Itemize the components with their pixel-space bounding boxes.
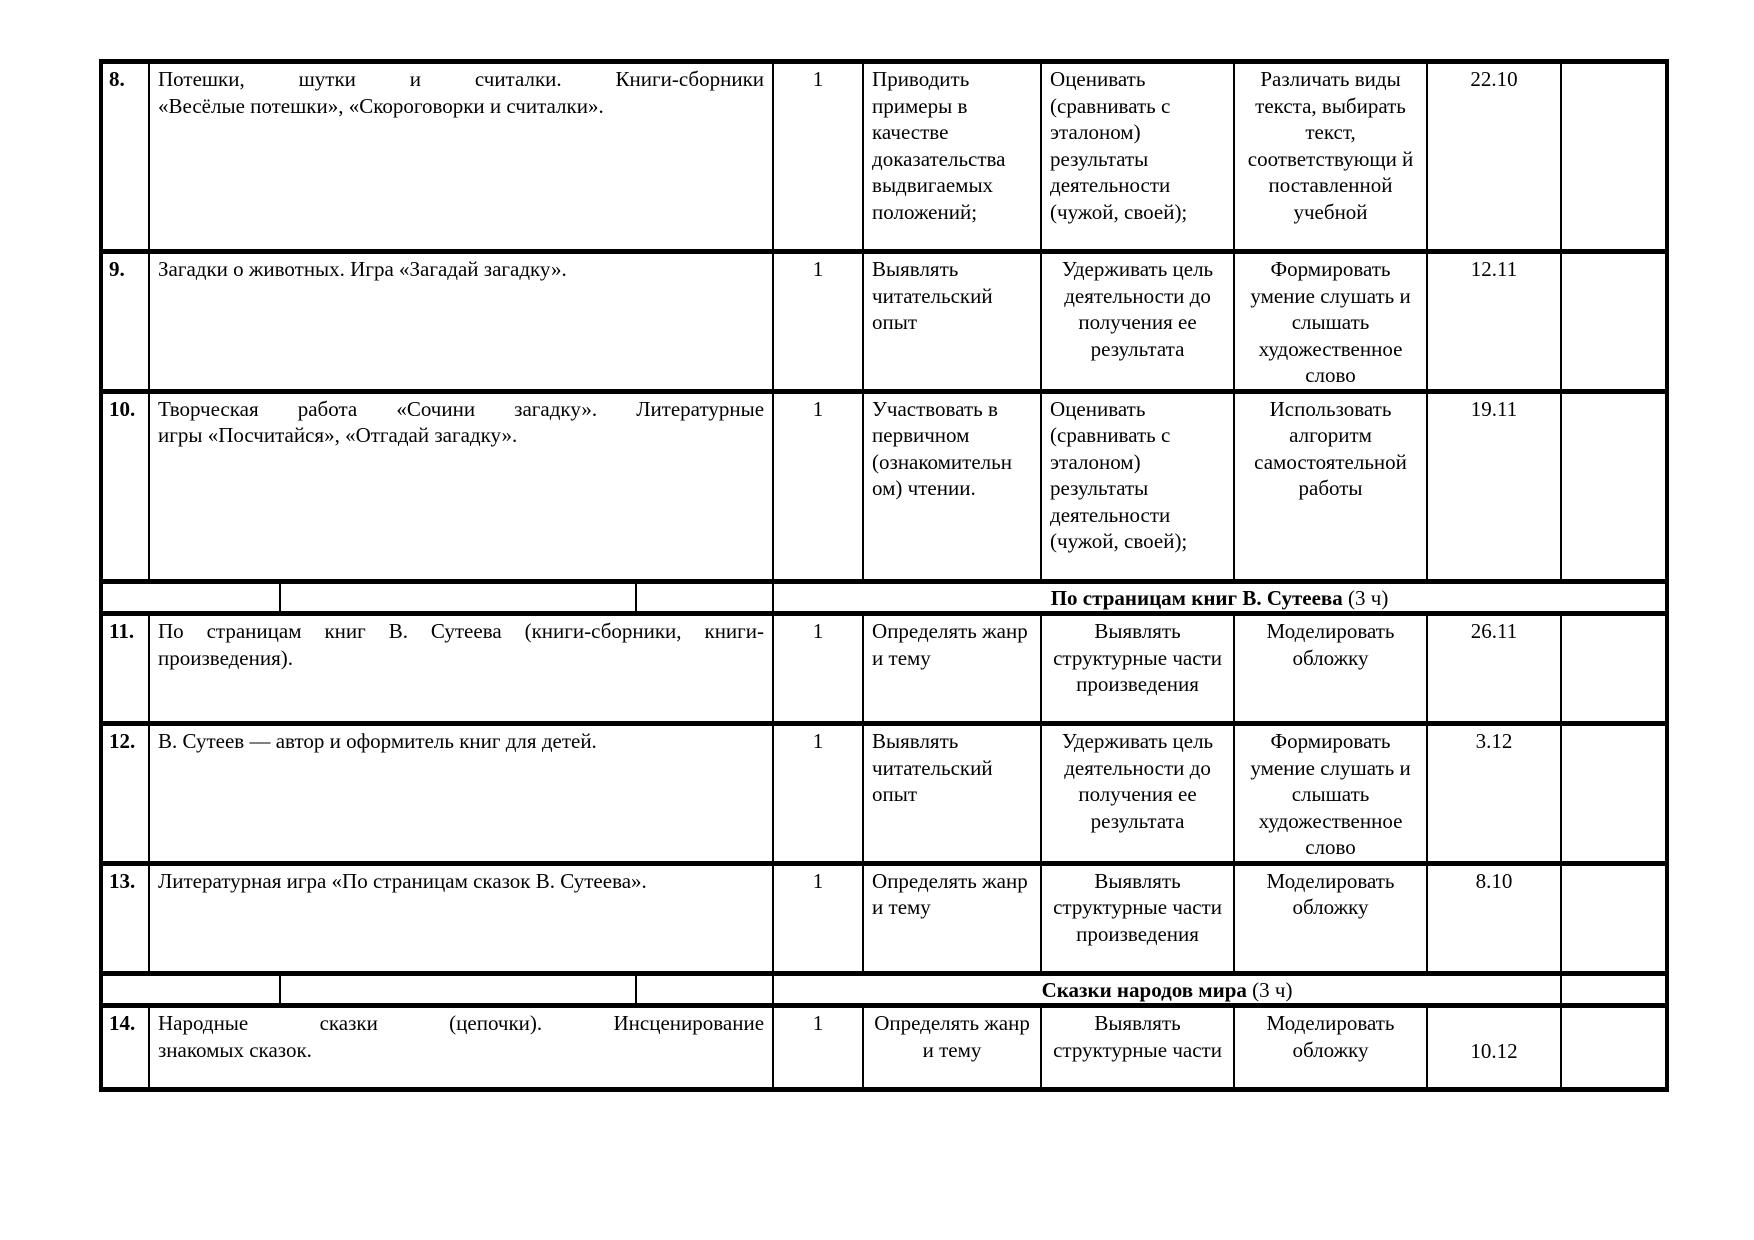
communicative-skill: Моделировать обложку [1234, 1006, 1427, 1090]
lesson-note [1561, 1006, 1667, 1090]
regulative-skill: Удерживать цель деятельности до получения ее результата [1041, 252, 1234, 392]
lesson-note [1561, 724, 1667, 864]
section-blank-cell [101, 581, 280, 614]
lesson-topic [149, 863, 773, 973]
table-row [101, 62, 1667, 252]
lesson-date: 12.11 [1427, 252, 1561, 392]
lesson-note [1561, 391, 1667, 581]
lesson-note [1561, 614, 1667, 724]
section-blank-cell [636, 581, 773, 614]
lesson-hours: 1 [773, 391, 863, 581]
lesson-topic-line: Загадки о животных. Игра «Загадай загадку». [158, 257, 567, 281]
lesson-topic-line: Творческая работа «Сочини загадку». Литературные [158, 396, 765, 421]
section-hours: (3 ч) [1252, 977, 1293, 1002]
lesson-number: 13. [101, 863, 149, 973]
communicative-skill: Использовать алгоритм самостоятельной работы [1234, 391, 1427, 581]
regulative-skill: Выявлять структурные части произведения [1041, 614, 1234, 724]
subject-skill: Определять жанр и тему [863, 863, 1041, 973]
communicative-skill: Моделировать обложку [1234, 863, 1427, 973]
lesson-number: 11. [101, 614, 149, 724]
lesson-topic [149, 62, 773, 252]
subject-skill: Определять жанр и тему [863, 1006, 1041, 1090]
lesson-topic [149, 614, 773, 724]
lesson-date: 8.10 [1427, 863, 1561, 973]
section-title [773, 581, 1667, 614]
lesson-number: 14. [101, 1006, 149, 1090]
lesson-hours: 1 [773, 863, 863, 973]
lesson-topic-line: По страницам книг В. Сутеева (книги-сборники, книги- [158, 619, 765, 643]
lesson-topic-line: В. Сутеев — автор и оформитель книг для детей. [158, 729, 597, 753]
lesson-topic-line: игры «Посчитайся», «Отгадай загадку». [158, 423, 518, 447]
lesson-date: 3.12 [1427, 724, 1561, 864]
communicative-skill: Формировать умение слушать и слышать художественное слово [1234, 724, 1427, 864]
lesson-note [1561, 252, 1667, 392]
section-blank-cell [280, 581, 636, 614]
regulative-skill: Удерживать цель деятельности до получения ее результата [1041, 724, 1234, 864]
section-blank-cell [636, 973, 773, 1006]
lesson-topic-line: знакомых сказок. [158, 1037, 312, 1062]
lesson-date: 10.12 [1427, 1006, 1561, 1090]
table-row [101, 252, 1667, 392]
lesson-number: 8. [101, 62, 149, 252]
table-row [101, 391, 1667, 581]
subject-skill: Определять жанр и тему [863, 614, 1041, 724]
section-header-row [101, 973, 1667, 1006]
lesson-number: 9. [101, 252, 149, 392]
lesson-number: 12. [101, 724, 149, 864]
lesson-hours: 1 [773, 724, 863, 864]
regulative-skill: Оценивать (сравнивать с эталоном) результаты деятельности (чужой, своей); [1041, 391, 1234, 581]
lesson-hours: 1 [773, 614, 863, 724]
table-row [101, 614, 1667, 724]
section-hours: (3 ч) [1348, 585, 1389, 610]
lesson-date: 26.11 [1427, 614, 1561, 724]
subject-skill: Участвовать в первичном (ознакомительн ом) чтении. [863, 391, 1041, 581]
table-row [101, 1006, 1667, 1090]
lesson-topic [149, 1006, 773, 1090]
lesson-topic-line: произведения). [158, 645, 293, 670]
lesson-plan-table [99, 59, 1669, 1092]
lesson-topic-line: Народные сказки (цепочки). Инсценирование [158, 1011, 765, 1035]
section-header-row [101, 581, 1667, 614]
lesson-hours: 1 [773, 62, 863, 252]
section-title [773, 973, 1561, 1006]
communicative-skill: Моделировать обложку [1234, 614, 1427, 724]
table-row [101, 724, 1667, 864]
lesson-note [1561, 863, 1667, 973]
regulative-skill: Выявлять структурные части произведения [1041, 863, 1234, 973]
lesson-topic [149, 252, 773, 392]
section-blank-cell [1561, 973, 1667, 1006]
regulative-skill: Выявлять структурные части [1041, 1006, 1234, 1090]
section-title-text: По страницам книг В. Сутеева [1050, 585, 1343, 610]
lesson-date: 19.11 [1427, 391, 1561, 581]
section-blank-cell [101, 973, 280, 1006]
lesson-hours: 1 [773, 252, 863, 392]
lesson-topic-line: «Весёлые потешки», «Скороговорки и считалки». [158, 93, 604, 118]
subject-skill: Выявлять читательский опыт [863, 252, 1041, 392]
lesson-topic-line: Литературная игра «По страницам сказок В. Сутеева». [158, 868, 647, 893]
lesson-note [1561, 62, 1667, 252]
regulative-skill: Оценивать (сравнивать с эталоном) результаты деятельности (чужой, своей); [1041, 62, 1234, 252]
lesson-date: 22.10 [1427, 62, 1561, 252]
lesson-topic [149, 391, 773, 581]
lesson-hours: 1 [773, 1006, 863, 1090]
lesson-topic-line: Потешки, шутки и считалки. Книги-сборники [158, 67, 765, 91]
lesson-topic [149, 724, 773, 864]
communicative-skill: Формировать умение слушать и слышать художественное слово [1234, 252, 1427, 392]
lesson-number: 10. [101, 391, 149, 581]
table-row [101, 863, 1667, 973]
section-blank-cell [280, 973, 636, 1006]
subject-skill: Приводить примеры в качестве доказательства выдвигаемых положений; [863, 62, 1041, 252]
section-title-text: Сказки народов мира [1041, 977, 1247, 1002]
communicative-skill: Различать виды текста, выбирать текст, соответствующи й поставленной учебной [1234, 62, 1427, 252]
subject-skill: Выявлять читательский опыт [863, 724, 1041, 864]
